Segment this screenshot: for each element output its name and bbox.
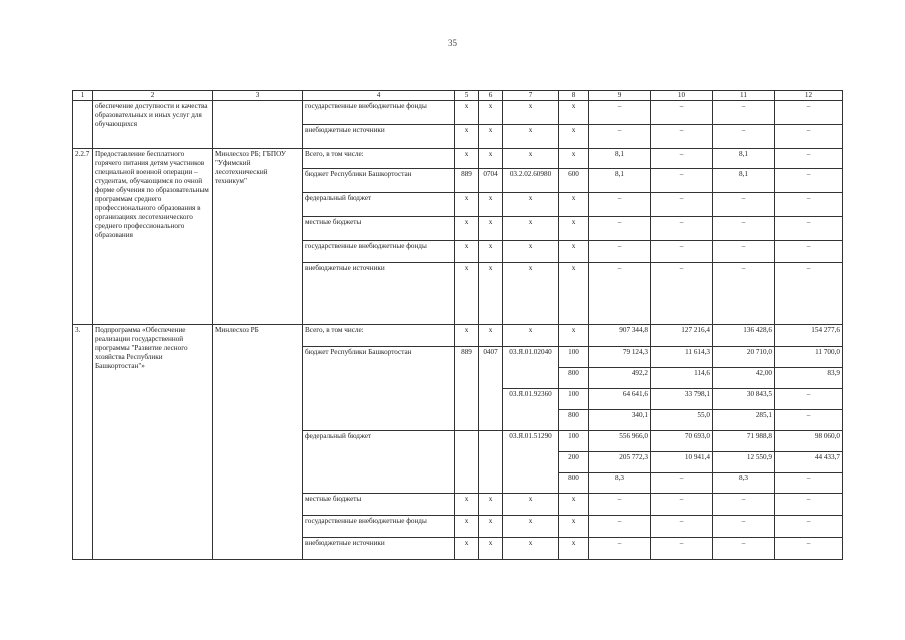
- cell: –: [775, 125, 843, 149]
- cell: 8,1: [713, 169, 775, 193]
- source-cell: Всего, в том числе:: [303, 149, 455, 169]
- cell: 340,1: [589, 410, 651, 431]
- cell: х: [455, 149, 479, 169]
- cell: х: [503, 494, 559, 516]
- cell: [479, 431, 503, 494]
- cell: –: [651, 149, 713, 169]
- cell: –: [651, 473, 713, 494]
- cell: х: [479, 516, 503, 538]
- header-row: [73, 91, 843, 101]
- cell: 800: [559, 473, 589, 494]
- col-header: 4: [303, 91, 455, 101]
- cell: х: [455, 263, 479, 325]
- cell: –: [775, 169, 843, 193]
- cell: –: [713, 494, 775, 516]
- cell: 30 843,5: [713, 389, 775, 410]
- source-cell: внебюджетные источники: [303, 263, 455, 325]
- cell: х: [455, 125, 479, 149]
- cell: 10 941,4: [651, 452, 713, 473]
- cell: х: [503, 217, 559, 241]
- cell: 8,1: [589, 169, 651, 193]
- cell: 11 614,3: [651, 347, 713, 368]
- measure-name-cell: Предоставление бесплатного горячего питания детям участников специальной военной операции – студентам, обучающимся по очной форме обучения по образовательным программам среднего профессионального образования в организациях лесотехнического среднего профессионального образования: [93, 149, 213, 325]
- cell: х: [479, 263, 503, 325]
- row-number-cell: [73, 101, 93, 149]
- cell: х: [455, 494, 479, 516]
- cell: 800: [559, 410, 589, 431]
- col-header: 11: [713, 91, 775, 101]
- cell: –: [589, 538, 651, 560]
- cell: –: [713, 241, 775, 263]
- cell: –: [651, 125, 713, 149]
- cell: –: [651, 217, 713, 241]
- cell: 100: [559, 389, 589, 410]
- cell: –: [589, 125, 651, 149]
- row-number-cell: 3.: [73, 325, 93, 560]
- page-number: 35: [448, 38, 457, 48]
- cell: х: [503, 325, 559, 347]
- cell: –: [775, 389, 843, 410]
- cell: –: [651, 241, 713, 263]
- cell: х: [559, 494, 589, 516]
- cell: х: [455, 538, 479, 560]
- cell: 0704: [479, 169, 503, 193]
- cell: –: [713, 263, 775, 325]
- cell: 03.Я.01.92360: [503, 389, 559, 431]
- table-row: [73, 325, 843, 347]
- cell: –: [775, 538, 843, 560]
- cell: –: [589, 241, 651, 263]
- cell: 800: [559, 368, 589, 389]
- cell: х: [479, 325, 503, 347]
- source-cell: государственные внебюджетные фонды: [303, 516, 455, 538]
- cell: х: [503, 538, 559, 560]
- col-header: 2: [93, 91, 213, 101]
- cell: 100: [559, 347, 589, 368]
- col-header: 5: [455, 91, 479, 101]
- table-row: [73, 149, 843, 169]
- source-cell: местные бюджеты: [303, 217, 455, 241]
- cell: –: [713, 538, 775, 560]
- cell: –: [775, 494, 843, 516]
- col-header: 9: [589, 91, 651, 101]
- source-cell: государственные внебюджетные фонды: [303, 101, 455, 125]
- cell: х: [503, 263, 559, 325]
- cell: х: [503, 241, 559, 263]
- cell: 03.Я.01.02040: [503, 347, 559, 389]
- cell: 83,9: [775, 368, 843, 389]
- cell: х: [503, 149, 559, 169]
- executor-cell: Минлесхоз РБ: [213, 325, 303, 560]
- cell: –: [775, 241, 843, 263]
- cell: х: [455, 325, 479, 347]
- executor-cell: Минлесхоз РБ; ГБПОУ "Уфимский лесотехнический техникум": [213, 149, 303, 325]
- cell: 8,3: [713, 473, 775, 494]
- source-cell: местные бюджеты: [303, 494, 455, 516]
- cell: 100: [559, 431, 589, 452]
- cell: 600: [559, 169, 589, 193]
- cell: –: [589, 217, 651, 241]
- cell: –: [589, 494, 651, 516]
- source-cell: бюджет Республики Башкортостан: [303, 169, 455, 193]
- cell: х: [559, 516, 589, 538]
- measure-name-cell: Подпрограмма «Обеспечение реализации государственной программы "Развитие лесного хозяйства Республики Башкортостан"»: [93, 325, 213, 560]
- budget-table: [72, 90, 843, 560]
- cell: –: [775, 263, 843, 325]
- cell: [455, 431, 479, 494]
- cell: х: [455, 217, 479, 241]
- measure-name-cell: обеспечение доступности и качества образовательных и иных услуг для обучающихся: [93, 101, 213, 149]
- cell: 154 277,6: [775, 325, 843, 347]
- cell: 71 988,8: [713, 431, 775, 452]
- cell: –: [589, 263, 651, 325]
- source-cell: внебюджетные источники: [303, 538, 455, 560]
- cell: 907 344,8: [589, 325, 651, 347]
- source-cell: бюджет Республики Башкортостан: [303, 347, 455, 431]
- cell: –: [651, 101, 713, 125]
- cell: 44 433,7: [775, 452, 843, 473]
- cell: х: [559, 125, 589, 149]
- cell: х: [503, 193, 559, 217]
- cell: х: [559, 149, 589, 169]
- cell: 200: [559, 452, 589, 473]
- col-header: 8: [559, 91, 589, 101]
- cell: х: [479, 241, 503, 263]
- col-header: 3: [213, 91, 303, 101]
- cell: х: [559, 217, 589, 241]
- cell: –: [651, 193, 713, 217]
- cell: х: [455, 516, 479, 538]
- cell: 8,3: [589, 473, 651, 494]
- cell: 03.2.02.60980: [503, 169, 559, 193]
- cell: –: [713, 516, 775, 538]
- cell: 492,2: [589, 368, 651, 389]
- cell: 03.Я.01.51290: [503, 431, 559, 494]
- cell: –: [775, 410, 843, 431]
- col-header: 12: [775, 91, 843, 101]
- col-header: 7: [503, 91, 559, 101]
- cell: 889: [455, 347, 479, 431]
- cell: х: [559, 325, 589, 347]
- source-cell: внебюджетные источники: [303, 125, 455, 149]
- cell: 79 124,3: [589, 347, 651, 368]
- cell: х: [479, 538, 503, 560]
- cell: –: [775, 101, 843, 125]
- cell: 0407: [479, 347, 503, 431]
- cell: 12 550,9: [713, 452, 775, 473]
- cell: х: [559, 193, 589, 217]
- cell: –: [651, 538, 713, 560]
- cell: 8,1: [589, 149, 651, 169]
- cell: –: [775, 516, 843, 538]
- cell: 70 693,0: [651, 431, 713, 452]
- cell: –: [589, 193, 651, 217]
- cell: –: [651, 494, 713, 516]
- cell: 98 060,0: [775, 431, 843, 452]
- cell: 285,1: [713, 410, 775, 431]
- cell: х: [503, 101, 559, 125]
- cell: 556 966,0: [589, 431, 651, 452]
- cell: 64 641,6: [589, 389, 651, 410]
- source-cell: федеральный бюджет: [303, 193, 455, 217]
- cell: х: [479, 125, 503, 149]
- col-header: 6: [479, 91, 503, 101]
- cell: 42,00: [713, 368, 775, 389]
- cell: х: [455, 241, 479, 263]
- cell: х: [559, 241, 589, 263]
- source-cell: Всего, в том числе:: [303, 325, 455, 347]
- col-header: 10: [651, 91, 713, 101]
- cell: 8,1: [713, 149, 775, 169]
- cell: –: [713, 217, 775, 241]
- cell: –: [775, 193, 843, 217]
- executor-cell: [213, 101, 303, 149]
- cell: –: [775, 473, 843, 494]
- cell: –: [651, 169, 713, 193]
- cell: х: [503, 125, 559, 149]
- cell: 889: [455, 169, 479, 193]
- cell: 127 216,4: [651, 325, 713, 347]
- cell: х: [455, 101, 479, 125]
- cell: 205 772,3: [589, 452, 651, 473]
- source-cell: федеральный бюджет: [303, 431, 455, 494]
- cell: х: [559, 263, 589, 325]
- source-cell: государственные внебюджетные фонды: [303, 241, 455, 263]
- cell: х: [455, 193, 479, 217]
- row-number-cell: 2.2.7: [73, 149, 93, 325]
- cell: х: [479, 217, 503, 241]
- cell: х: [503, 516, 559, 538]
- cell: –: [713, 101, 775, 125]
- cell: –: [713, 125, 775, 149]
- cell: –: [651, 263, 713, 325]
- cell: х: [559, 538, 589, 560]
- cell: –: [713, 193, 775, 217]
- table-row: [73, 101, 843, 125]
- cell: –: [775, 149, 843, 169]
- cell: х: [479, 101, 503, 125]
- cell: 20 710,0: [713, 347, 775, 368]
- cell: х: [479, 193, 503, 217]
- col-header: 1: [73, 91, 93, 101]
- cell: –: [651, 516, 713, 538]
- cell: 114,6: [651, 368, 713, 389]
- cell: –: [589, 516, 651, 538]
- cell: 55,0: [651, 410, 713, 431]
- cell: 11 700,0: [775, 347, 843, 368]
- cell: 136 428,6: [713, 325, 775, 347]
- cell: х: [479, 149, 503, 169]
- cell: –: [775, 217, 843, 241]
- cell: х: [559, 101, 589, 125]
- cell: –: [589, 101, 651, 125]
- cell: 33 798,1: [651, 389, 713, 410]
- cell: х: [479, 494, 503, 516]
